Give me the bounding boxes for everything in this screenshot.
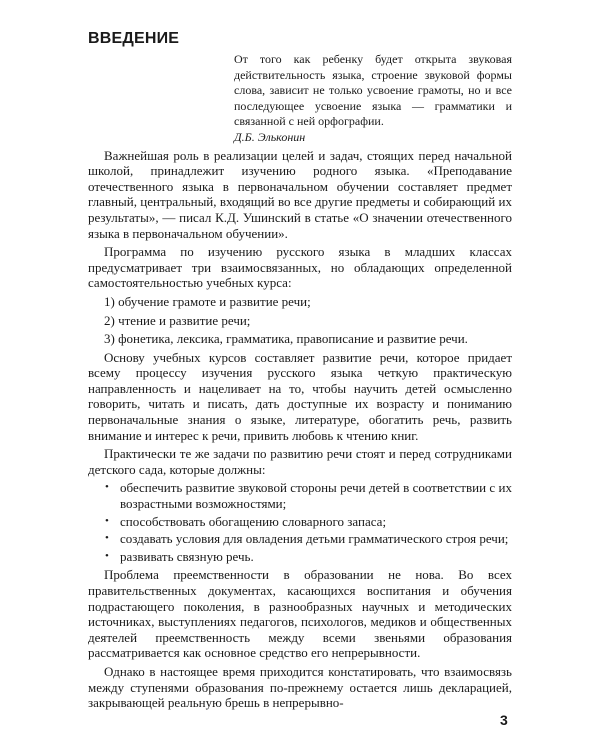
numbered-item: 2) чтение и развитие речи; [104,312,251,328]
bullet-list [88,480,512,564]
paragraph-2: Программа по изучению русского языка в младших классах предусматривает три взаимосвязанных, но обладающих определенной самостоятельностью учебных курса: [88,244,512,291]
epigraph [234,52,512,146]
paragraph-1: Важнейшая роль в реализации целей и задач, стоящих перед начальной школой, принадлежит изучению родного языка. «Преподавание отечественного языка в первоначальном обучении составляет предмет главный, центральный, входящий во все другие предметы и собирающий их результаты», — писал К.Д. Ушинский в статье «О значении отечественного языка в первоначальном обучении». [88,147,512,241]
bullet-icon: • [105,514,109,527]
bullet-text: способствовать обогащению словарного запаса; [120,513,387,529]
bullet-icon: • [105,532,109,545]
bullet-icon: • [105,549,109,562]
epigraph-text: От того как ребенку будет открыта звуковая действительность языка, строение звуковой формы слова, зависит не только усвоение грамоты, но и все последующее усвоение языка — грамматики и связанной с ней орфографии. [234,52,512,129]
bullet-item [88,531,512,547]
numbered-item: 3) фонетика, лексика, грамматика, правописание и развитие речи. [104,331,468,347]
numbered-item: 1) обучение грамоте и развитие речи; [104,293,311,309]
bullet-item [88,514,512,530]
paragraph-3: Основу учебных курсов составляет развитие речи, которое придает всему процессу изучения русского языка четкую практическую направленность и нацеливает на то, чтобы научить детей осмысленно говорить, читать и писать, дать доступные их возрасту и пониманию первоначальные знания о языке, литературе, обогатить речь, развить внимание и интерес к речи, привить любовь к чтению книг. [88,349,512,443]
paragraph-5: Проблема преемственности в образовании не нова. Во всех правительственных документах, касающихся воспитания и обучения подрастающего поколения, в разнообразных научных и методических источниках, выступлениях педагогов, психологов, медиков и общественных деятелей преемственность между всеми звеньями образования рассматривается как основное средство его непрерывности. [88,567,512,661]
body-text [88,148,512,711]
bullet-text: развивать связную речь. [120,548,254,564]
bullet-text: создавать условия для овладения детьми грамматического строя речи; [120,531,509,547]
chapter-heading: ВВЕДЕНИЕ [88,30,180,47]
bullet-item [88,549,512,565]
bullet-item [88,480,512,511]
epigraph-author: Д.Б. Эльконин [234,129,306,144]
paragraph-4: Практически те же задачи по развитию речи стоят и перед сотрудниками детского сада, которые должны: [88,446,512,477]
page-number: 3 [500,712,508,728]
page [88,26,512,714]
bullet-text: обеспечить развитие звуковой стороны речи детей в соответствии с их возрастными возможностями; [120,480,512,512]
paragraph-6: Однако в настоящее время приходится констатировать, что взаимосвязь между ступенями образования по-прежнему остается лишь декларацией, закрывающей реальную брешь в непрерывно- [88,663,512,711]
bullet-icon: • [105,481,109,494]
